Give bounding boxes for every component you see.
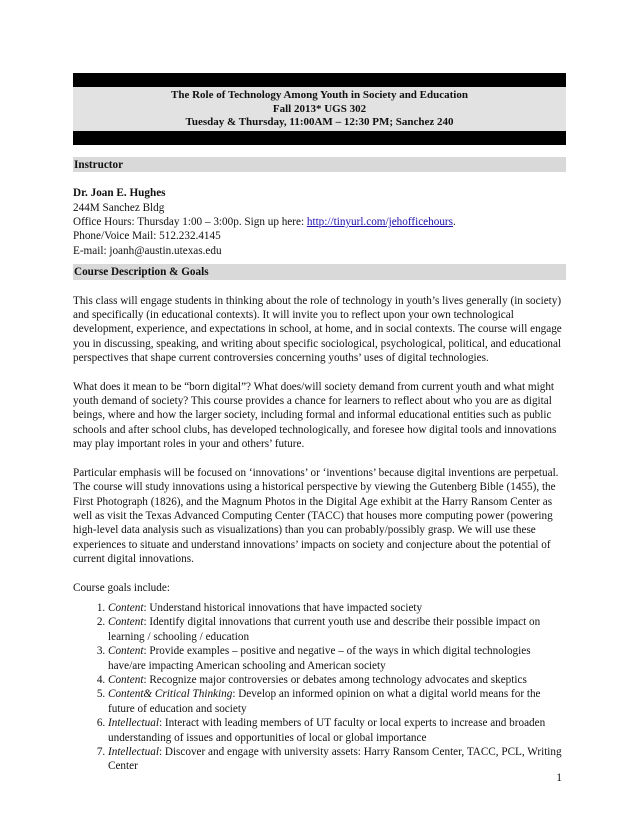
spacer: [73, 172, 566, 186]
course-schedule: Tuesday & Thursday, 11:00AM – 12:30 PM; Sanchez 240: [185, 116, 454, 129]
description-paragraph-2: What does it mean to be “born digital”? What does/will society demand from current youth and what might youth demand of society? This course provides a chance for learners to reflect about who you are as digital beings, where and how the larger society, including formal and informal educational entities such as public schools and after school clubs, has developed technologically, and foresee how digital tools and innovations may play important roles in your and others’ future.: [73, 380, 557, 451]
goal-item: 7. Intellectual: Discover and engage with university assets: Harry Ransom Center, TACC, PCL, Writing Center: [108, 745, 566, 774]
office-hours: [73, 215, 566, 229]
spacer: [73, 452, 566, 466]
spacer: [73, 366, 566, 380]
description-heading: Course Description & Goals: [73, 264, 566, 279]
course-title: The Role of Technology Among Youth in Society and Education: [171, 89, 468, 101]
office-hours-suffix: .: [453, 216, 456, 228]
instructor-name: Dr. Joan E. Hughes: [73, 187, 166, 200]
syllabus-page: [73, 73, 566, 774]
goal-item: 6. Intellectual: Interact with leading members of UT faculty or local experts to increase and broaden understanding of issues and opportunities of local or global importance: [108, 716, 566, 745]
header-bottom-bar: [73, 131, 566, 145]
goal-item: 2. Content: Identify digital innovations that current youth use and describe their possible impact on learning / schooling / education: [108, 615, 566, 644]
page-number: 1: [556, 772, 562, 784]
spacer: [73, 280, 566, 294]
instructor-office: 244M Sanchez Bldg: [73, 201, 165, 214]
office-hours-link[interactable]: http://tinyurl.com/jehofficehours: [306, 216, 454, 228]
goals-intro: Course goals include:: [73, 581, 170, 594]
goal-item: 3. Content: Provide examples – positive and negative – of the ways in which digital technologies have/are impacting American schooling and American society: [108, 644, 566, 673]
goal-item: 1. Content: Understand historical innovations that have impacted society: [108, 601, 566, 615]
goal-item: 4. Content: Recognize major controversies or debates among technology advocates and skeptics: [108, 673, 566, 687]
goal-item: 5. Content& Critical Thinking: Develop an informed opinion on what a digital world means for the future of education and society: [108, 687, 566, 716]
course-title-block: [73, 87, 566, 131]
instructor-heading: Instructor: [73, 157, 566, 172]
description-paragraph-3: Particular emphasis will be focused on ‘innovations’ or ‘inventions’ because digital inventions are perpetual. The course will study innovations using a historical perspective by viewing the Gutenberg Bible (1455), the First Photograph (1826), and the Magnum Photos in the Digital Age exhibit at the Harry Ransom Center as well as visit the Texas Advanced Computing Center (TACC) that houses more computing power (powering high-level data analysis such as visualizations) than you can probably/possibly grasp. We will use these experiences to situate and understand innovations’ impacts on society and conjecture about the potential of current digital innovations.: [73, 466, 559, 566]
spacer: [73, 567, 566, 581]
course-term: Fall 2013* UGS 302: [272, 102, 367, 115]
header-top-bar: [73, 73, 566, 87]
instructor-email: E-mail: joanh@austin.utexas.edu: [73, 244, 222, 257]
office-hours-text: Office Hours: Thursday 1:00 – 3:00p. Sign up here:: [73, 216, 307, 228]
goals-list: [73, 601, 566, 774]
description-paragraph-1: This class will engage students in thinking about the role of technology in youth’s lives generally (in society) and specifically (in educational contexts). It will invite you to reflect upon your own technological development, experience, and expectations in school, at home, and in social contexts. The course will engage you in discussing, speaking, and writing about specific sociological, psychological, political, and educational perspectives that shape current controversies concerning youths’ uses of digital technologies.: [73, 294, 562, 365]
instructor-phone: Phone/Voice Mail: 512.232.4145: [73, 230, 221, 243]
